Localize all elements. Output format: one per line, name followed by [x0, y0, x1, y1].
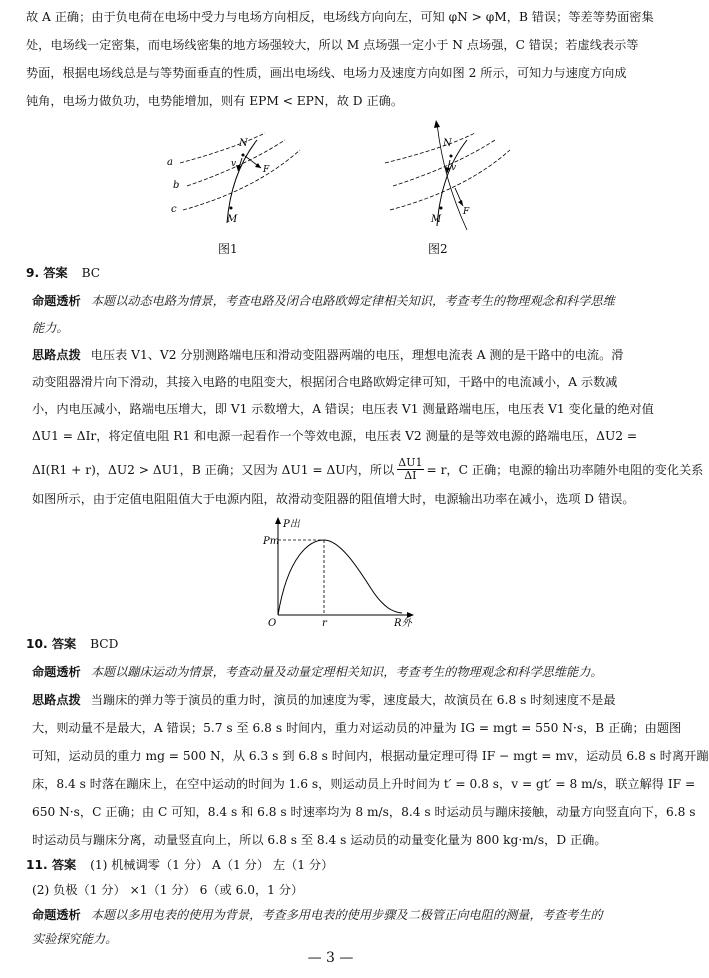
q9-analysis-label: 命题透析 [32, 294, 81, 308]
graph-ylabel: P出 [283, 519, 300, 530]
figure-1 [165, 128, 315, 233]
q10-answer-label: 10. 答案 [26, 637, 77, 651]
q9-analysis-line-1 [32, 294, 652, 309]
graph-pm-label: Pm [263, 536, 280, 547]
q8-line-3: 势面，根据电场线总是与等势面垂直的性质，画出电场线、电场力及速度方向如图 2 所示，可知力与速度方向成 [26, 66, 627, 80]
q8-line-2: 处，电场线一定密集，而电场线密集的地方场强较大，所以 M 点场强一定小于 N 点场强，C 错误；若虚线表示等 [26, 38, 639, 52]
fig1-label-N: N [239, 138, 248, 149]
q10-tip-line-4: 床，8.4 s 时落在蹦床上，在空中运动的时间为 1.6 s，则运动员上升时间为 t′ = 0.8 s，v = gt′ = 8 m/s，联立解得 IF = [32, 777, 696, 791]
q9-tip-label: 思路点拨 [32, 348, 81, 362]
q9-fraction-den: ΔI [404, 469, 417, 482]
q9-tip-line-5 [32, 456, 704, 483]
q9-fraction-num: ΔU1 [398, 456, 423, 469]
q10-tip-text-1: 当蹦床的弹力等于演员的重力时，演员的加速度为零，速度最大，故演员在 6.8 s 时刻速度不是最 [90, 693, 616, 707]
fig2-label-N: N [443, 138, 452, 149]
q11-header [26, 858, 646, 873]
q9-answer-label: 9. 答案 [26, 266, 68, 280]
figure-2 [375, 118, 525, 233]
q8-line-4: 钝角，电场力做负功，电势能增加，则有 EPM < EPN，故 D 正确。 [26, 94, 404, 108]
q9-tip-text-1: 电压表 V1、V2 分别测路端电压和滑动变阻器两端的电压，理想电流表 A 测的是干路中的电流。滑 [90, 348, 624, 362]
q10-tip-line-1 [32, 693, 652, 708]
graph-xlabel: R外 [394, 618, 412, 629]
q11-analysis-text-1: 本题以多用电表的使用为背景，考查多用电表的使用步骤及二极管正向电阻的测量，考查考生的 [90, 908, 603, 922]
power-output-graph [262, 515, 422, 630]
graph-origin: O [268, 618, 277, 629]
fig2-label-v: v [451, 163, 457, 173]
fig1-label-c: c [171, 204, 177, 215]
figure-2-caption: 图2 [428, 242, 448, 256]
figure-1-caption: 图1 [218, 242, 238, 256]
q9-header [26, 266, 646, 281]
q9-tip-line-1 [32, 348, 652, 363]
q11-answer-2: (2) 负极（1 分） ×1（1 分） 6（或 6.0，1 分） [32, 883, 304, 897]
q9-answer: BC [81, 266, 101, 280]
page-number: — 3 — [307, 950, 354, 966]
q9-tip-line-3: 小，内电压减小，路端电压增大，即 V1 示数增大，A 错误；电压表 V1 测量路端电压，电压表 V1 变化量的绝对值 [32, 402, 654, 416]
q10-tip-line-5: 650 N·s，C 正确；由 C 可知，8.4 s 和 6.8 s 时速率均为 8 m/s，8.4 s 时运动员与蹦床接触，动量方向竖直向下，6.8 s [32, 805, 696, 819]
fig1-label-a: a [167, 157, 173, 168]
q10-analysis-line-1 [32, 665, 652, 680]
q9-fraction [397, 457, 423, 482]
fig1-label-F: F [263, 165, 270, 175]
fig1-label-M: M [227, 214, 238, 225]
q10-tip-line-3: 可知，运动员的重力 mg = 500 N，从 6.3 s 到 6.8 s 时间内，根据动量定理可得 IF − mgt = mv，运动员 6.8 s 时离开蹦 [32, 749, 709, 763]
fig1-label-v: v [231, 159, 237, 169]
q9-tip-text-5a: ΔI(R1 + r)，ΔU2 > ΔU1，B 正确；又因为 ΔU1 = ΔU内，所以 [32, 463, 395, 477]
q11-answer-label: 11. 答案 [26, 858, 77, 872]
fig1-label-b: b [173, 180, 180, 191]
fig2-label-F: F [463, 207, 470, 217]
fig2-label-M: M [431, 214, 442, 225]
q9-tip-text-5b: = r，C 正确；电源的输出功率随外电阻的变化关系 [426, 463, 704, 477]
q9-analysis-text-1: 本题以动态电路为情景，考查电路及闭合电路欧姆定律相关知识，考查考生的物理观念和科学思维 [90, 294, 615, 308]
q9-analysis-line-2: 能力。 [32, 321, 69, 335]
q9-tip-line-2: 动变阻器滑片向下滑动，其接入电路的电阻变大，根据闭合电路欧姆定律可知，干路中的电流减小，A 示数减 [32, 375, 618, 389]
q11-analysis-line-1 [32, 908, 652, 923]
q10-analysis-text-1: 本题以蹦床运动为情景，考查动量及动量定理相关知识，考查考生的物理观念和科学思维能力。 [90, 665, 603, 679]
q9-tip-line-4: ΔU1 = ΔIr，将定值电阻 R1 和电源一起看作一个等效电源，电压表 V2 测量的是等效电源的路端电压，ΔU2 = [32, 429, 638, 443]
q10-analysis-label: 命题透析 [32, 665, 81, 679]
q10-tip-line-2: 大，则动量不是最大，A 错误；5.7 s 至 6.8 s 时间内，重力对运动员的冲量为 IG = mgt = 550 N·s，B 正确；由题图 [32, 721, 682, 735]
q11-analysis-label: 命题透析 [32, 908, 81, 922]
q10-answer: BCD [90, 637, 119, 651]
q9-tip-line-6: 如图所示，由于定值电阻阻值大于电源内阻，故滑动变阻器的阻值增大时，电源输出功率在减小，选项 D 错误。 [32, 492, 635, 506]
graph-r-label: r [322, 618, 327, 629]
q8-line-1: 故 A 正确；由于负电荷在电场中受力与电场方向相反，电场线方向向左，可知 φN > φM，B 错误；等差等势面密集 [26, 10, 654, 24]
q10-tip-line-6: 时运动员与蹦床分离，动量竖直向上，所以 6.8 s 至 8.4 s 运动员的动量变化量为 800 kg·m/s，D 正确。 [32, 833, 607, 847]
q10-tip-label: 思路点拨 [32, 693, 81, 707]
q11-answer-1: (1) 机械调零（1 分） A（1 分） 左（1 分） [90, 858, 334, 872]
q10-header [26, 637, 646, 652]
q11-analysis-line-2: 实验探究能力。 [32, 932, 118, 946]
